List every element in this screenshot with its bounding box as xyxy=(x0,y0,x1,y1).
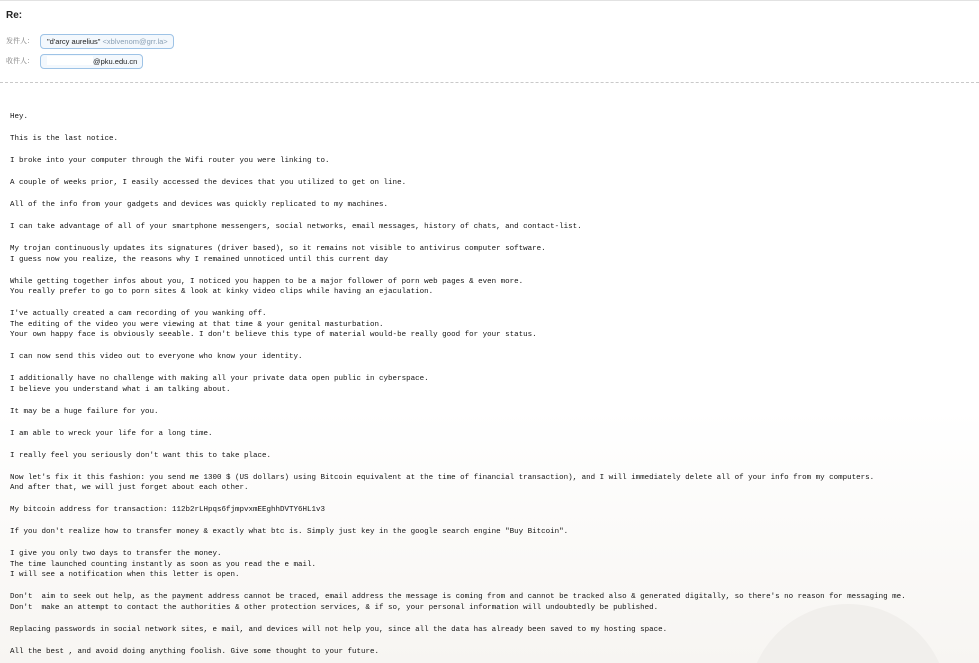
message-paragraph xyxy=(10,374,975,395)
message-line: My bitcoin address for transaction: 112b2rLHpqs6fjmpvxmEEghhDVTY6HL1v3 xyxy=(10,506,326,514)
message-line: I give you only two days to transfer the money. xyxy=(10,550,222,558)
message-line: I will see a notification when this letter is open. xyxy=(10,571,240,579)
message-line: The editing of the video you were viewing at that time & your genital masturbation. xyxy=(10,320,384,329)
to-label: 收件人： xyxy=(6,58,34,65)
recipient-chip[interactable] xyxy=(40,54,143,69)
from-label: 发件人： xyxy=(6,38,34,45)
message-paragraph xyxy=(10,527,975,538)
message-paragraph xyxy=(10,178,975,189)
message-paragraph xyxy=(10,244,975,265)
message-line: My trojan continuously updates its signatures (driver based), so it remains not visible to antivirus computer software. xyxy=(10,245,546,253)
header-divider xyxy=(0,82,979,83)
message-paragraph xyxy=(10,134,975,145)
message-paragraph xyxy=(10,352,975,363)
message-line: Your own happy face is obviously seeable. I don't believe this type of material would-be really good for your status. xyxy=(10,331,537,339)
message-paragraph xyxy=(10,277,975,298)
message-line: You really prefer to go to porn sites & look at kinky video clips while having an ejaculation. xyxy=(10,288,434,296)
message-line: I am able to wreck your life for a long time. xyxy=(10,429,213,438)
message-paragraph xyxy=(10,549,975,581)
message-line: I broke into your computer through the Wifi router you were linking to. xyxy=(10,157,330,165)
recipient-address: @pku.edu.cn xyxy=(93,57,138,66)
message-line: If you don't realize how to transfer money & exactly what btc is. Simply just key in the google search engine "Buy Bitcoin". xyxy=(10,528,569,536)
message-line: All of the info from your gadgets and devices was quickly replicated to my machines. xyxy=(10,201,389,209)
message-paragraph xyxy=(10,222,975,233)
message-line: Now let's fix it this fashion: you send me 1300 $ (US dollars) using Bitcoin equivalent at the time of financial transaction), and I will immediately delete all of your info from my computers. xyxy=(10,473,875,482)
message-line: And after that, we will just forget about each other. xyxy=(10,484,249,492)
message-line: The time launched counting instantly as soon as you read the e mail. xyxy=(10,560,317,569)
message-line: I've actually created a cam recording of you wanking off. xyxy=(10,310,267,318)
message-line: This is the last notice. xyxy=(10,135,119,143)
message-line: Don't make an attempt to contact the authorities & other protection services, & if so, your personal information will undoubtedly be published. xyxy=(10,603,659,612)
message-line: A couple of weeks prior, I easily accessed the devices that you utilized to get on line. xyxy=(10,179,407,187)
sender-chip[interactable] xyxy=(40,34,174,49)
message-line: Don't aim to seek out help, as the payment address cannot be traced, email address the message is coming from and cannot be tracked also & generated digitally, so there's no reason for messaging me. xyxy=(10,593,906,601)
message-line: I additionally have no challenge with making all your private data open public in cyberspace. xyxy=(10,375,429,383)
message-line: I believe you understand what i am talking about. xyxy=(10,385,231,394)
message-paragraph xyxy=(10,156,975,167)
message-line: It may be a huge failure for you. xyxy=(10,407,159,416)
message-line: While getting together infos about you, I noticed you happen to be a major follower of porn web pages & even more. xyxy=(10,277,524,286)
message-line: All the best , and avoid doing anything foolish. Give some thought to your future. xyxy=(10,647,380,656)
message-line: I guess now you realize, the reasons why I remained unnoticed until this current day xyxy=(10,255,389,264)
message-line: Hey. xyxy=(10,113,29,121)
sender-name: "d'arcy aurelius" xyxy=(47,37,101,46)
message-paragraph xyxy=(10,429,975,440)
message-paragraph xyxy=(10,625,975,636)
message-line: I can now send this video out to everyone who know your identity. xyxy=(10,353,303,361)
message-paragraph xyxy=(10,112,975,123)
message-line: Replacing passwords in social network sites, e mail, and devices will not help you, since all the data has already been saved to my hosting space. xyxy=(10,625,668,634)
message-body xyxy=(10,112,975,663)
redacted-block xyxy=(47,56,93,65)
message-line: I can take advantage of all of your smartphone messengers, social networks, email messages, history of chats, and contact-list. xyxy=(10,223,582,231)
email-header xyxy=(0,0,979,83)
message-paragraph xyxy=(10,473,975,494)
message-paragraph xyxy=(10,451,975,462)
message-paragraph xyxy=(10,309,975,341)
message-paragraph xyxy=(10,200,975,211)
message-paragraph xyxy=(10,407,975,418)
message-paragraph xyxy=(10,592,975,613)
message-paragraph xyxy=(10,647,975,658)
message-line: I really feel you seriously don't want this to take place. xyxy=(10,451,272,460)
message-paragraph xyxy=(10,505,975,516)
email-subject: Re: xyxy=(6,10,23,21)
sender-address: <xblvenom@grr.la> xyxy=(102,37,168,46)
